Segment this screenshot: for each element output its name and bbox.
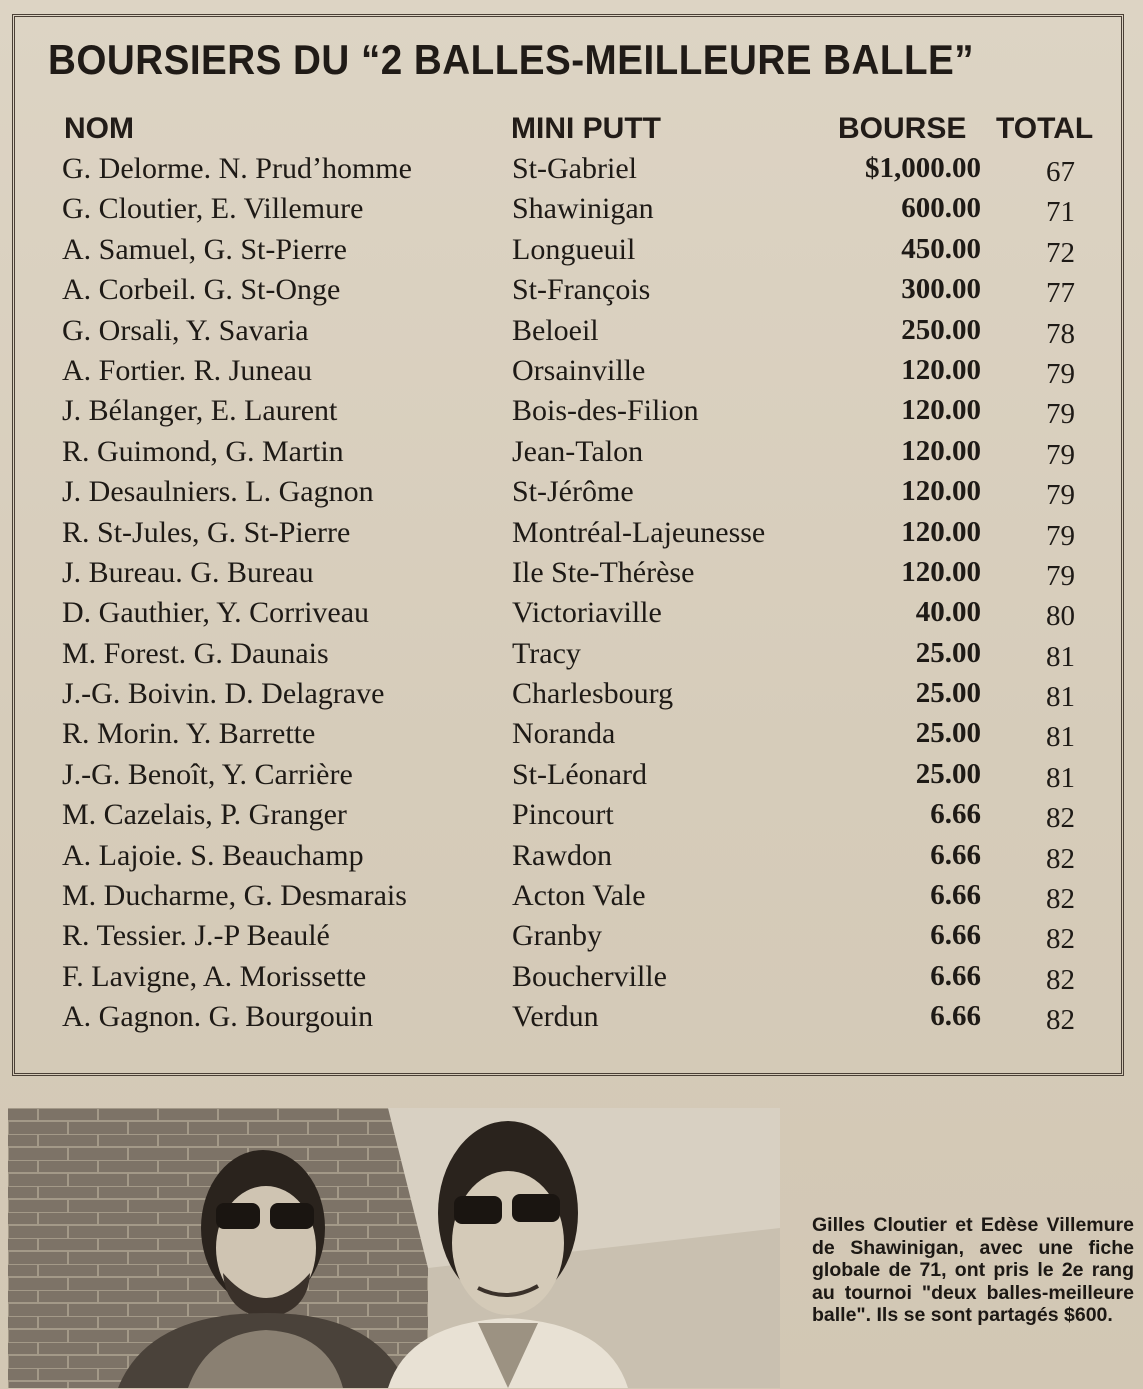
prize-amount: 6.66 xyxy=(930,919,981,952)
table-row xyxy=(0,231,1143,271)
prize-amount: 25.00 xyxy=(915,757,981,790)
column-header-bourse: BOURSE xyxy=(838,112,967,145)
player-names: M. Ducharme, G. Desmarais xyxy=(62,879,407,913)
total-score: 82 xyxy=(1046,802,1075,835)
mini-putt-club: Granby xyxy=(512,919,602,953)
table-row xyxy=(0,433,1143,473)
prize-amount: 120.00 xyxy=(901,475,981,508)
player-names: J.-G. Benoît, Y. Carrière xyxy=(62,757,353,791)
mini-putt-club: Boucherville xyxy=(512,959,667,993)
total-score: 72 xyxy=(1046,236,1075,269)
prize-amount: 40.00 xyxy=(915,596,981,629)
table-row xyxy=(0,514,1143,554)
table-row xyxy=(0,190,1143,230)
total-score: 82 xyxy=(1046,963,1075,996)
total-score: 81 xyxy=(1046,761,1075,794)
player-names: R. St-Jules, G. St-Pierre xyxy=(62,515,351,549)
total-score: 81 xyxy=(1046,640,1075,673)
mini-putt-club: Jean-Talon xyxy=(512,434,644,468)
table-row xyxy=(0,352,1143,392)
total-score: 79 xyxy=(1046,398,1075,431)
player-names: G. Orsali, Y. Savaria xyxy=(62,313,309,347)
column-header-total: TOTAL xyxy=(996,112,1094,145)
prize-amount: 250.00 xyxy=(901,313,981,346)
table-row xyxy=(0,312,1143,352)
mini-putt-club: Acton Vale xyxy=(512,879,646,913)
prize-amount: 120.00 xyxy=(901,434,981,467)
player-names: J. Bureau. G. Bureau xyxy=(62,555,314,589)
total-score: 71 xyxy=(1046,196,1075,229)
table-row xyxy=(0,473,1143,513)
prize-amount: 6.66 xyxy=(930,798,981,831)
player-names: J.-G. Boivin. D. Delagrave xyxy=(62,677,385,711)
mini-putt-club: Rawdon xyxy=(512,838,612,872)
total-score: 82 xyxy=(1046,842,1075,875)
mini-putt-club: Shawinigan xyxy=(512,192,654,226)
table-row xyxy=(0,877,1143,917)
prize-amount: $1,000.00 xyxy=(865,152,981,184)
mini-putt-club: St-Gabriel xyxy=(512,152,637,185)
table-row xyxy=(0,796,1143,836)
player-names: M. Cazelais, P. Granger xyxy=(62,798,347,832)
prize-amount: 25.00 xyxy=(915,677,981,710)
mini-putt-club: Ile Ste-Thérèse xyxy=(512,555,695,589)
player-names: F. Lavigne, A. Morissette xyxy=(62,959,367,993)
column-header-mini-putt: MINI PUTT xyxy=(511,112,661,145)
total-score: 80 xyxy=(1046,600,1075,633)
prize-amount: 6.66 xyxy=(930,1000,981,1033)
table-row xyxy=(0,594,1143,634)
player-names: J. Desaulniers. L. Gagnon xyxy=(62,475,374,509)
mini-putt-club: Longueuil xyxy=(512,232,636,266)
mini-putt-club: St-François xyxy=(512,273,651,307)
player-names: R. Guimond, G. Martin xyxy=(62,434,344,468)
player-names: G. Cloutier, E. Villemure xyxy=(62,192,364,226)
player-names: J. Bélanger, E. Laurent xyxy=(62,394,338,428)
mini-putt-club: Montréal-Lajeunesse xyxy=(512,515,766,549)
results-table xyxy=(0,150,1143,1039)
total-score: 79 xyxy=(1046,519,1075,552)
table-row xyxy=(0,917,1143,957)
total-score: 79 xyxy=(1046,438,1075,471)
page-title: BOURSIERS DU “2 BALLES-MEILLEURE BALLE” xyxy=(48,36,975,83)
mini-putt-club: Victoriaville xyxy=(512,596,662,630)
prize-amount: 25.00 xyxy=(915,636,981,669)
photo-caption: Gilles Cloutier et Edèse Villemure de Shawinigan, avec une fiche globale de 71, ont pris le 2e rang au tournoi "deux balles-meilleure balle". Ils se sont partagés $600. xyxy=(812,1214,1134,1326)
prize-amount: 120.00 xyxy=(901,515,981,548)
table-row xyxy=(0,837,1143,877)
mini-putt-club: Verdun xyxy=(512,1000,599,1034)
total-score: 77 xyxy=(1046,277,1075,310)
mini-putt-club: Tracy xyxy=(512,636,581,670)
player-names: A. Fortier. R. Juneau xyxy=(62,353,312,387)
mini-putt-club: Charlesbourg xyxy=(512,677,674,711)
player-names: M. Forest. G. Daunais xyxy=(62,636,329,670)
total-score: 82 xyxy=(1046,923,1075,956)
player-names: R. Morin. Y. Barrette xyxy=(62,717,316,751)
prize-amount: 120.00 xyxy=(901,555,981,588)
total-score: 82 xyxy=(1046,883,1075,916)
players-photo-illustration xyxy=(8,1108,780,1388)
mini-putt-club: Pincourt xyxy=(512,798,614,832)
table-row xyxy=(0,675,1143,715)
total-score: 79 xyxy=(1046,559,1075,592)
player-names: A. Corbeil. G. St-Onge xyxy=(62,273,341,307)
prize-amount: 25.00 xyxy=(915,717,981,750)
mini-putt-club: Bois-des-Filion xyxy=(512,394,699,428)
player-names: A. Gagnon. G. Bourgouin xyxy=(62,1000,374,1034)
players-photo xyxy=(8,1108,780,1388)
prize-amount: 450.00 xyxy=(901,232,981,265)
total-score: 81 xyxy=(1046,681,1075,714)
player-names: A. Samuel, G. St-Pierre xyxy=(62,232,347,266)
mini-putt-club: St-Jérôme xyxy=(512,475,634,509)
table-row xyxy=(0,635,1143,675)
table-row xyxy=(0,715,1143,755)
total-score: 78 xyxy=(1046,317,1075,350)
player-names: G. Delorme. N. Prudʼhomme xyxy=(62,152,412,185)
prize-amount: 600.00 xyxy=(901,192,981,225)
total-score: 82 xyxy=(1046,1004,1075,1037)
total-score: 81 xyxy=(1046,721,1075,754)
table-row xyxy=(0,392,1143,432)
table-row xyxy=(0,998,1143,1038)
table-row xyxy=(0,271,1143,311)
prize-amount: 120.00 xyxy=(901,394,981,427)
prize-amount: 300.00 xyxy=(901,273,981,306)
total-score: 67 xyxy=(1046,156,1075,188)
player-names: R. Tessier. J.-P Beaulé xyxy=(62,919,330,953)
table-row xyxy=(0,554,1143,594)
table-row xyxy=(0,150,1143,190)
mini-putt-club: St-Léonard xyxy=(512,757,647,791)
prize-amount: 6.66 xyxy=(930,959,981,992)
player-names: A. Lajoie. S. Beauchamp xyxy=(62,838,364,872)
prize-amount: 6.66 xyxy=(930,838,981,871)
player-names: D. Gauthier, Y. Corriveau xyxy=(62,596,370,630)
table-row xyxy=(0,756,1143,796)
prize-amount: 6.66 xyxy=(930,879,981,912)
column-header-nom: NOM xyxy=(64,112,134,145)
mini-putt-club: Beloeil xyxy=(512,313,599,347)
mini-putt-club: Orsainville xyxy=(512,353,646,387)
total-score: 79 xyxy=(1046,479,1075,512)
prize-amount: 120.00 xyxy=(901,353,981,386)
mini-putt-club: Noranda xyxy=(512,717,616,751)
total-score: 79 xyxy=(1046,357,1075,390)
table-row xyxy=(0,958,1143,998)
